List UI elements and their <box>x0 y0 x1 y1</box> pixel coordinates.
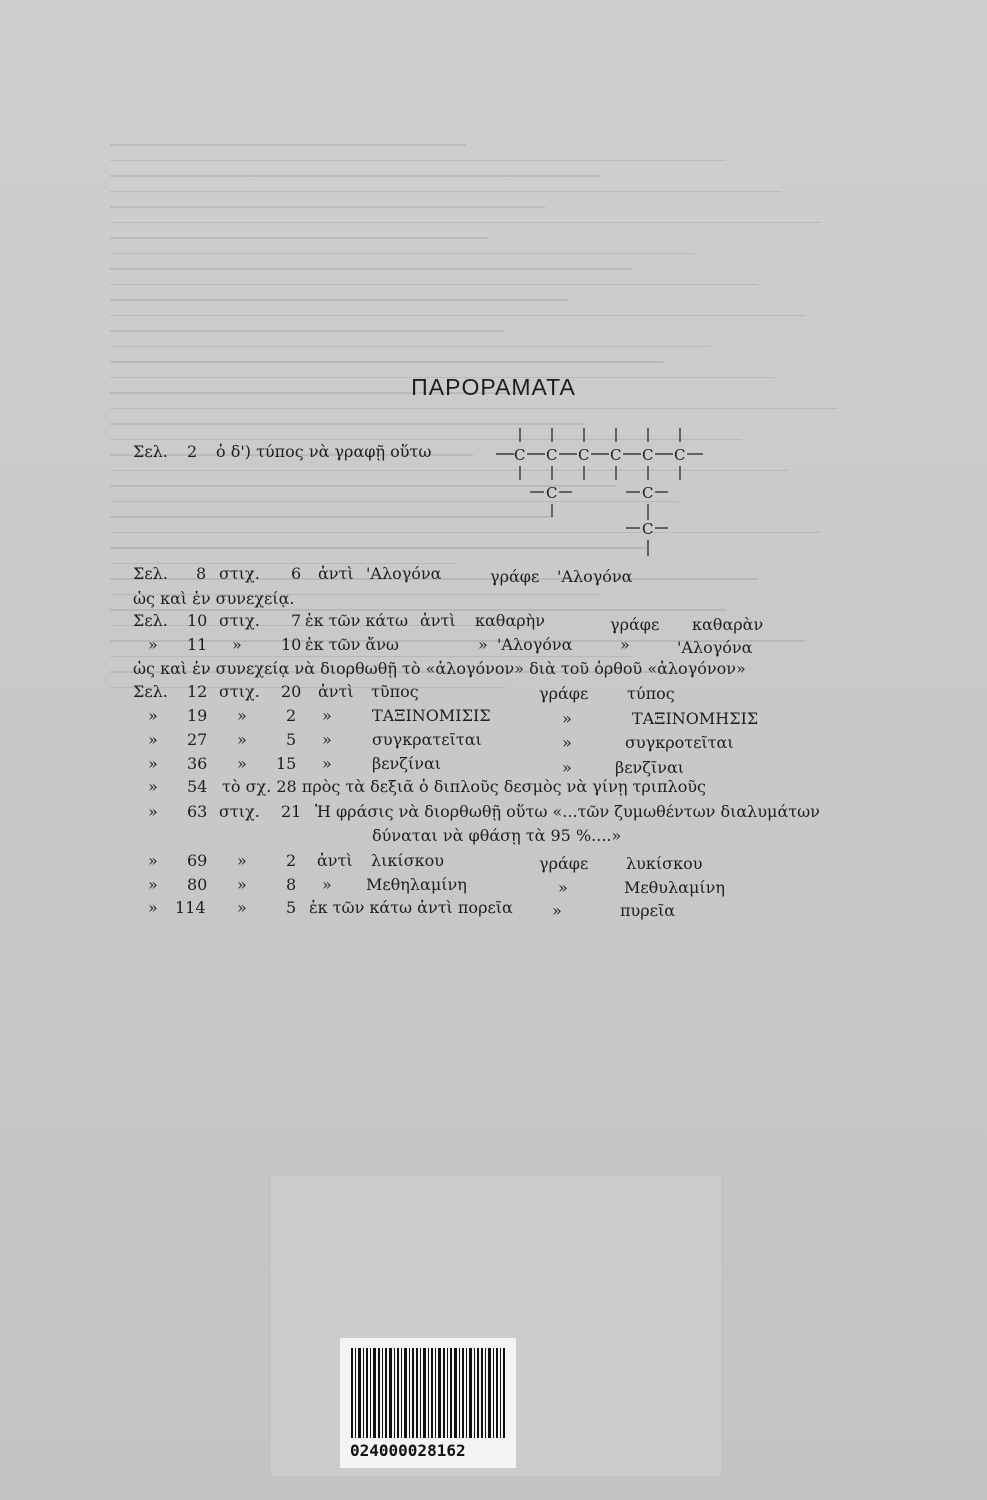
line-label: στιχ. <box>219 611 260 630</box>
correction-text: ἐκ τῶν κάτω ἀντὶ πορεῖα <box>309 898 513 917</box>
ditto-mark: » <box>322 706 332 725</box>
ditto-mark: » <box>232 635 242 654</box>
ditto-mark: » <box>322 730 332 749</box>
carbon-atom: C <box>578 446 590 464</box>
line-number: 15 <box>276 754 297 773</box>
ditto-mark: » <box>562 758 572 777</box>
sel-label: Σελ. <box>133 442 168 461</box>
correct-text: 'Αλογόνα <box>677 638 753 657</box>
ditto-mark: » <box>237 875 247 894</box>
carbon-atom: C <box>546 484 558 502</box>
carbon-atom: C <box>546 446 558 464</box>
line-number: 2 <box>286 706 297 725</box>
instead-label: ἀντὶ <box>318 564 354 583</box>
wrong-text: 'Αλογόνα <box>366 564 442 583</box>
carbon-atom: C <box>610 446 622 464</box>
page-number: 11 <box>187 635 208 654</box>
ditto-mark: » <box>237 851 247 870</box>
write-label: γράφε <box>610 615 660 634</box>
carbon-atom: C <box>674 446 686 464</box>
page-number: 63 <box>187 802 208 821</box>
line-number: 21 <box>281 802 302 821</box>
correction-text: ὡς καὶ ἐν συνεχείᾳ. <box>133 589 295 608</box>
page-number: 54 <box>187 777 208 796</box>
ditto-mark: » <box>562 733 572 752</box>
correct-text: καθαρὰν <box>692 615 764 634</box>
line-number: 8 <box>286 875 297 894</box>
carbon-atom: C <box>642 484 654 502</box>
page-number: 8 <box>196 564 207 583</box>
line-number: 10 <box>281 635 302 654</box>
correction-text: δύναται νὰ φθάσῃ τὰ 95 %....» <box>372 826 622 845</box>
wrong-text: λικίσκου <box>371 851 444 870</box>
ditto-mark: » <box>148 802 158 821</box>
ditto-mark: » <box>322 754 332 773</box>
line-number: 7 <box>291 611 302 630</box>
line-number: 5 <box>286 730 297 749</box>
ditto-mark: » <box>148 851 158 870</box>
location-text: ἐκ τῶν κάτω <box>305 611 409 630</box>
page-number: 36 <box>187 754 208 773</box>
page-number: 2 <box>187 442 198 461</box>
wrong-text: ΤΑΞΙΝΟΜΙΣΙΣ <box>372 706 491 725</box>
write-label: γράφε <box>539 854 589 873</box>
ditto-mark: » <box>552 901 562 920</box>
page-number: 19 <box>187 706 208 725</box>
correction-text: ὡς καὶ ἐν συνεχείᾳ νὰ διορθωθῇ τὸ «ἀλογόνον» διὰ τοῦ ὀρθοῦ «ἁλογόνον» <box>133 659 746 678</box>
sel-label: Σελ. <box>133 564 168 583</box>
ditto-mark: » <box>237 730 247 749</box>
correction-text: τὸ σχ. 28 πρὸς τὰ δεξιᾶ ὁ διπλοῦς δεσμὸς νὰ γίνῃ τριπλοῦς <box>222 777 707 796</box>
ditto-mark: » <box>237 706 247 725</box>
ditto-mark: » <box>148 777 158 796</box>
barcode-label <box>340 1338 516 1468</box>
correct-text: πυρεῖα <box>620 901 676 920</box>
ditto-mark: » <box>148 754 158 773</box>
correct-text: ΤΑΞΙΝΟΜΗΣΙΣ <box>632 709 759 728</box>
ditto-mark: » <box>148 706 158 725</box>
correction-text: ὁ δ') τύπος νὰ γραφῇ οὕτω <box>216 442 432 461</box>
barcode-icon <box>351 1348 505 1438</box>
ditto-mark: » <box>478 635 488 654</box>
line-number: 5 <box>286 898 297 917</box>
ditto-mark: » <box>322 875 332 894</box>
correct-text: Μεθυλαμίνη <box>624 878 725 897</box>
line-number: 6 <box>291 564 302 583</box>
line-number: 2 <box>286 851 297 870</box>
sel-label: Σελ. <box>133 682 168 701</box>
ditto-mark: » <box>148 730 158 749</box>
line-label: στιχ. <box>219 682 260 701</box>
bleed-through-text <box>110 130 900 1310</box>
line-label: στιχ. <box>219 802 260 821</box>
correction-text: Ἡ φράσις νὰ διορθωθῇ οὕτω «...τῶν ζυμωθέντων διαλυμάτων <box>315 802 820 821</box>
page-title: ΠΑΡΟΡΑΜΑΤΑ <box>411 374 576 400</box>
wrong-text: 'Αλογόνα <box>497 635 573 654</box>
wrong-text: συγκρατεῖται <box>372 730 482 749</box>
correct-text: τύπος <box>627 684 675 703</box>
ditto-mark: » <box>148 898 158 917</box>
correct-text: 'Αλογόνα <box>557 567 633 586</box>
page-number: 10 <box>187 611 208 630</box>
carbon-atom: C <box>514 446 526 464</box>
page-number: 12 <box>187 682 208 701</box>
ditto-mark: » <box>620 635 630 654</box>
line-label: στιχ. <box>219 564 260 583</box>
carbon-atom: C <box>642 446 654 464</box>
instead-label: ἀντὶ <box>420 611 456 630</box>
chemical-formula <box>490 422 720 562</box>
write-label: γράφε <box>490 567 540 586</box>
carbon-atom: C <box>642 520 654 538</box>
page-number: 27 <box>187 730 208 749</box>
page-number: 69 <box>187 851 208 870</box>
ditto-mark: » <box>148 875 158 894</box>
wrong-text: Μεθηλαμίνη <box>366 875 467 894</box>
instead-label: ἀντὶ <box>317 851 353 870</box>
wrong-text: βενζίναι <box>372 754 442 773</box>
ditto-mark: » <box>237 754 247 773</box>
ditto-mark: » <box>562 709 572 728</box>
page-number: 114 <box>175 898 206 917</box>
ditto-mark: » <box>558 878 568 897</box>
correct-text: συγκροτεῖται <box>625 733 734 752</box>
barcode-number: 024000028162 <box>350 1441 466 1460</box>
wrong-text: τῦπος <box>371 682 419 701</box>
instead-label: ἀντὶ <box>318 682 354 701</box>
sel-label: Σελ. <box>133 611 168 630</box>
page-number: 80 <box>187 875 208 894</box>
write-label: γράφε <box>539 684 589 703</box>
ditto-mark: » <box>237 898 247 917</box>
wrong-text: καθαρὴν <box>475 611 545 630</box>
correct-text: βενζῖναι <box>615 758 685 777</box>
line-number: 20 <box>281 682 302 701</box>
correct-text: λυκίσκου <box>626 854 703 873</box>
location-text: ἐκ τῶν ἄνω <box>305 635 399 654</box>
ditto-mark: » <box>148 635 158 654</box>
